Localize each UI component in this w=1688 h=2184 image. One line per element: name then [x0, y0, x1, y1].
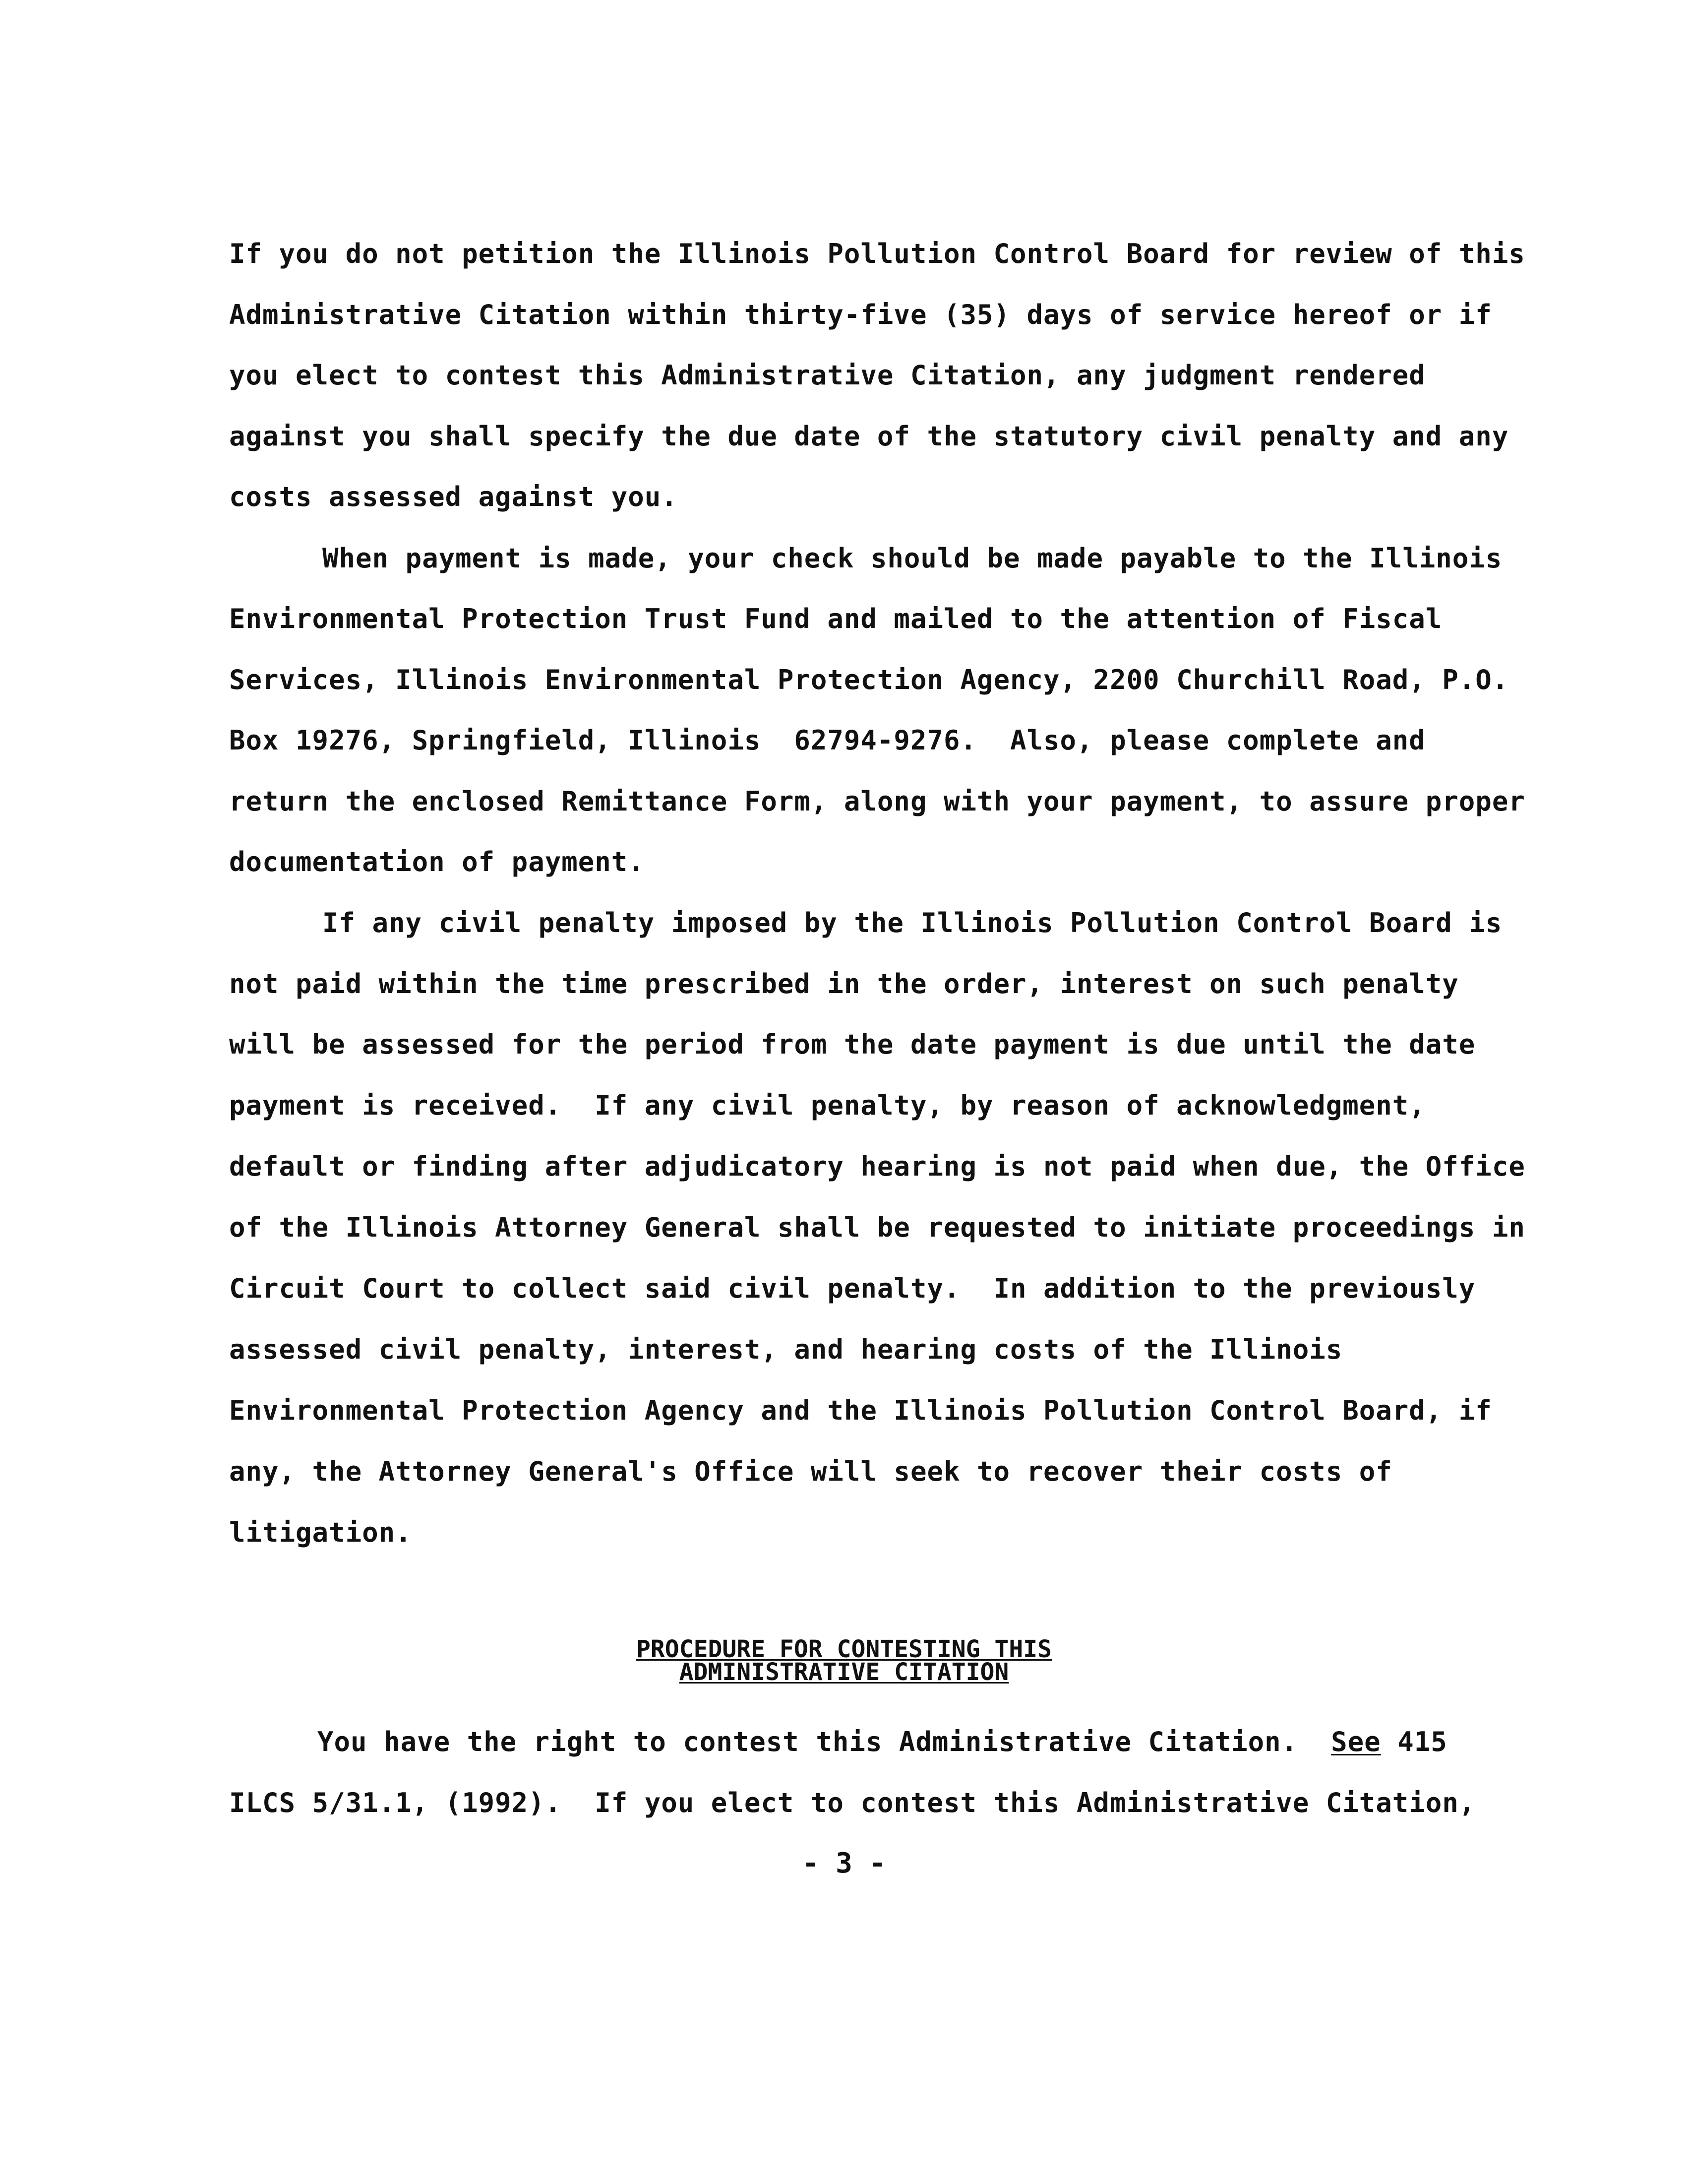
- text-line: If any civil penalty imposed by the Illinois Pollution Control Board is: [322, 907, 1503, 938]
- text-segment: 415: [1381, 1726, 1447, 1757]
- text-line: If you do not petition the Illinois Pollution Control Board for review of this: [229, 238, 1525, 269]
- section-heading-line-2: ADMINISTRATIVE CITATION: [679, 1658, 1009, 1686]
- text-line: Services, Illinois Environmental Protection Agency, 2200 Churchill Road, P.O.: [229, 664, 1509, 695]
- text-line: Box 19276, Springfield, Illinois 62794-9276. Also, please complete and: [229, 725, 1426, 756]
- page-number: - 3 -: [802, 1847, 886, 1879]
- text-line: any, the Attorney General's Office will seek to recover their costs of: [229, 1456, 1392, 1487]
- text-line: When payment is made, your check should be made payable to the Illinois: [322, 543, 1503, 574]
- text-line: litigation.: [229, 1517, 412, 1548]
- text-line: against you shall specify the due date of the statutory civil penalty and any: [229, 421, 1509, 452]
- text-line: Environmental Protection Trust Fund and mailed to the attention of Fiscal: [229, 603, 1443, 634]
- text-line: default or finding after adjudicatory hearing is not paid when due, the Office: [229, 1151, 1525, 1182]
- text-line: [317, 1726, 1447, 1758]
- text-line: payment is received. If any civil penalty, by reason of acknowledgment,: [229, 1090, 1426, 1121]
- text-segment: You have the right to contest this Administrative Citation.: [317, 1726, 1331, 1757]
- text-line: not paid within the time prescribed in the order, interest on such penalty: [229, 968, 1459, 999]
- text-line: costs assessed against you.: [229, 481, 678, 512]
- text-line: Environmental Protection Agency and the Illinois Pollution Control Board, if: [229, 1395, 1492, 1426]
- text-line: Circuit Court to collect said civil penalty. In addition to the previously: [229, 1273, 1476, 1304]
- text-line: you elect to contest this Administrative Citation, any judgment rendered: [229, 360, 1426, 391]
- text-line: assessed civil penalty, interest, and hearing costs of the Illinois: [229, 1334, 1343, 1365]
- text-line: ILCS 5/31.1, (1992). If you elect to contest this Administrative Citation,: [229, 1787, 1476, 1818]
- see-citation-signal: See: [1331, 1726, 1381, 1757]
- section-heading-line-1: PROCEDURE FOR CONTESTING THIS: [636, 1635, 1052, 1663]
- text-line: Administrative Citation within thirty-five (35) days of service hereof or if: [229, 299, 1492, 330]
- text-line: documentation of payment.: [229, 846, 645, 877]
- text-line: will be assessed for the period from the date payment is due until the date: [229, 1029, 1476, 1060]
- text-line: of the Illinois Attorney General shall be requested to initiate proceedings in: [229, 1212, 1525, 1243]
- text-line: return the enclosed Remittance Form, along with your payment, to assure proper: [229, 786, 1525, 817]
